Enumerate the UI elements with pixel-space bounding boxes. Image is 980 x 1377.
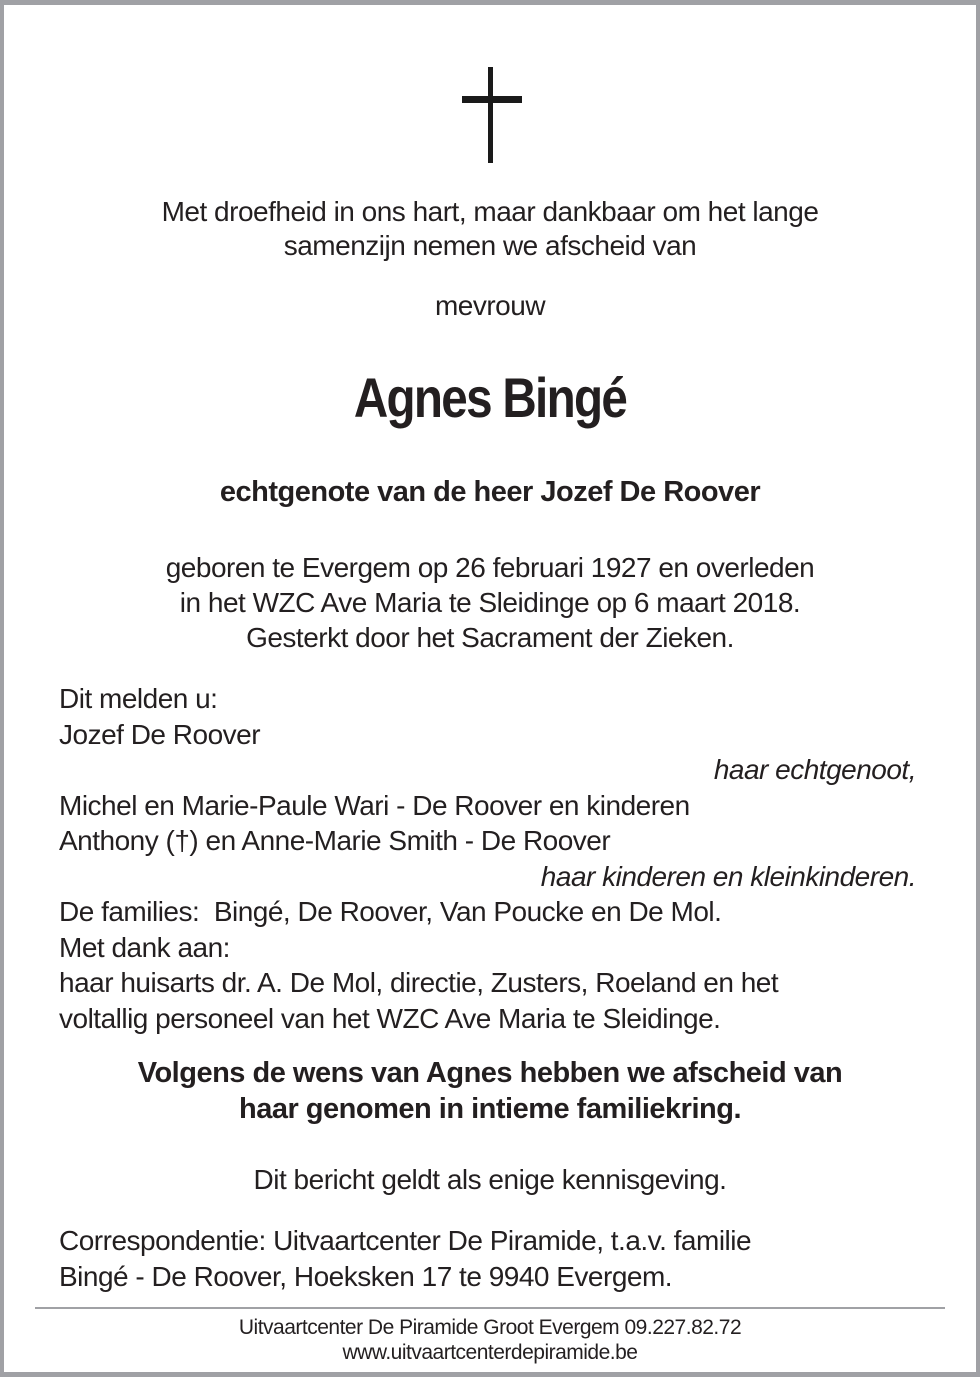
announcers-heading: Dit melden u: xyxy=(59,683,218,714)
list-item: haar huisarts dr. A. De Mol, directie, Zusters, Roeland en het xyxy=(59,967,779,998)
cross-icon xyxy=(462,67,522,163)
list-item: Anthony (†) en Anne-Marie Smith - De Roover xyxy=(59,825,611,856)
list-item: De families: Bingé, De Roover, Van Poucke en De Mol. xyxy=(59,896,722,927)
spouse-line: echtgenote van de heer Jozef De Roover xyxy=(219,476,761,508)
relation-label: haar echtgenoot, xyxy=(713,754,916,785)
footer xyxy=(4,1315,976,1365)
cross-vertical-bar xyxy=(488,67,493,163)
wish-line: haar genomen in intieme familiekring. xyxy=(238,1093,741,1125)
correspondence-address xyxy=(59,1223,751,1295)
wish-line: Volgens de wens van Agnes hebben we afscheid van xyxy=(137,1057,843,1089)
intro-text xyxy=(4,195,976,263)
death-notice xyxy=(4,5,976,1372)
birth-death-info xyxy=(4,550,976,655)
relation-label: haar kinderen en kleinkinderen. xyxy=(540,860,916,892)
deceased-name: Agnes Bingé xyxy=(353,366,627,429)
announcers-list xyxy=(59,681,916,1036)
cross-horizontal-bar xyxy=(462,96,522,103)
footer-divider xyxy=(35,1307,945,1309)
notice-text: Dit bericht geldt als enige kennisgeving. xyxy=(253,1164,727,1195)
list-item: Jozef De Roover xyxy=(59,718,261,750)
correspondence-line: Correspondentie: Uitvaartcenter De Piramide, t.a.v. familie xyxy=(59,1225,752,1256)
birth-death-line: Gesterkt door het Sacrament der Zieken. xyxy=(246,622,734,653)
list-item: voltallig personeel van het WZC Ave Maria te Sleidinge. xyxy=(59,1002,721,1034)
list-item: Michel en Marie-Paule Wari - De Roover en kinderen xyxy=(59,789,690,821)
birth-death-line: geboren te Evergem op 26 februari 1927 en overleden xyxy=(165,552,815,583)
correspondence-line: Bingé - De Roover, Hoeksken 17 te 9940 Evergem. xyxy=(59,1261,673,1292)
intro-line: samenzijn nemen we afscheid van xyxy=(283,230,697,261)
birth-death-line: in het WZC Ave Maria te Sleidinge op 6 maart 2018. xyxy=(179,587,801,618)
list-item: Met dank aan: xyxy=(59,931,230,963)
funeral-home-contact: Uitvaartcenter De Piramide Groot Evergem 09.227.82.72 xyxy=(238,1316,742,1339)
intro-line: Met droefheid in ons hart, maar dankbaar om het lange xyxy=(161,196,819,227)
funeral-home-website[interactable]: www.uitvaartcenterdepiramide.be xyxy=(342,1341,638,1364)
wish-statement xyxy=(4,1055,976,1127)
title-prefix: mevrouw xyxy=(434,290,546,321)
